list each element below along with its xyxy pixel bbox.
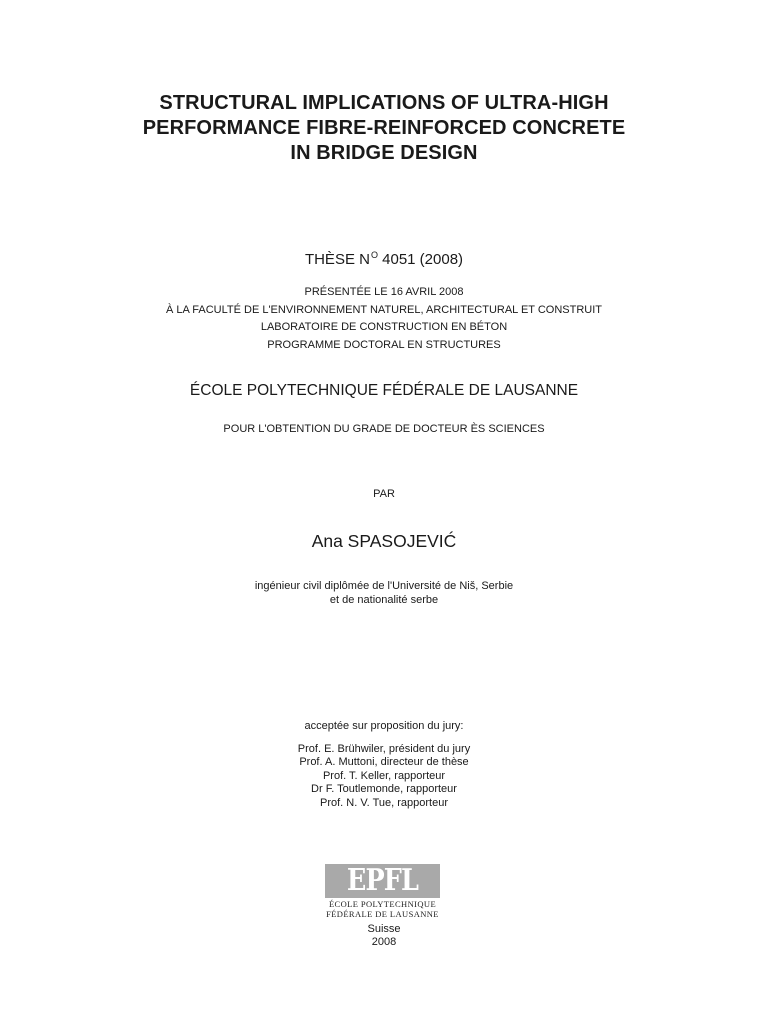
degree-purpose: POUR L'OBTENTION DU GRADE DE DOCTEUR ÈS SCIENCES	[223, 423, 545, 435]
footer	[0, 923, 768, 949]
thesis-number-prefix: THÈSE N	[304, 251, 370, 268]
epfl-logo-mark: EPFL	[346, 863, 419, 898]
thesis-number	[0, 250, 768, 271]
par-label: PAR	[373, 488, 395, 500]
school-name: ÉCOLE POLYTECHNIQUE FÉDÉRALE DE LAUSANNE	[189, 382, 579, 399]
epfl-logo-line-1: ÉCOLE POLYTECHNIQUE	[328, 899, 437, 909]
credentials-line-2: et de nationalité serbe	[329, 593, 439, 606]
jury-member: Dr F. Toutlemonde, rapporteur	[311, 783, 457, 796]
thesis-title	[0, 91, 768, 166]
epfl-logo-line-2: FÉDÉRALE DE LAUSANNE	[326, 908, 439, 919]
credentials-line-1: ingénieur civil diplômée de l'Université de Niš, Serbie	[254, 580, 514, 592]
footer-country: Suisse	[367, 923, 401, 935]
author-name: Ana SPASOJEVIĆ	[311, 531, 457, 551]
thesis-number-superscript: O	[370, 250, 378, 260]
jury-intro: acceptée sur proposition du jury:	[304, 720, 464, 732]
jury-member: Prof. T. Keller, rapporteur	[322, 769, 446, 782]
thesis-number-suffix: 4051 (2008)	[377, 251, 464, 268]
doctoral-program: PROGRAMME DOCTORAL EN STRUCTURES	[267, 338, 501, 351]
laboratory-name: LABORATOIRE DE CONSTRUCTION EN BÉTON	[260, 321, 508, 333]
jury-list	[0, 743, 768, 810]
jury-member: Prof. N. V. Tue, rapporteur	[320, 796, 448, 809]
title-line-2: PERFORMANCE FIBRE-REINFORCED CONCRETE	[142, 117, 626, 139]
jury-member: Prof. E. Brühwiler, président du jury	[297, 743, 471, 755]
epfl-logo	[323, 864, 442, 922]
faculty-name: À LA FACULTÉ DE L'ENVIRONNEMENT NATUREL, ARCHITECTURAL ET CONSTRUIT	[165, 303, 603, 316]
thesis-details	[0, 284, 768, 354]
jury-member: Prof. A. Muttoni, directeur de thèse	[299, 756, 469, 769]
footer-year: 2008	[371, 936, 397, 948]
author-credentials	[0, 580, 768, 607]
title-line-3: IN BRIDGE DESIGN	[290, 142, 478, 164]
title-line-1: STRUCTURAL IMPLICATIONS OF ULTRA-HIGH	[159, 92, 609, 114]
presentation-date: PRÉSENTÉE LE 16 AVRIL 2008	[304, 286, 464, 298]
